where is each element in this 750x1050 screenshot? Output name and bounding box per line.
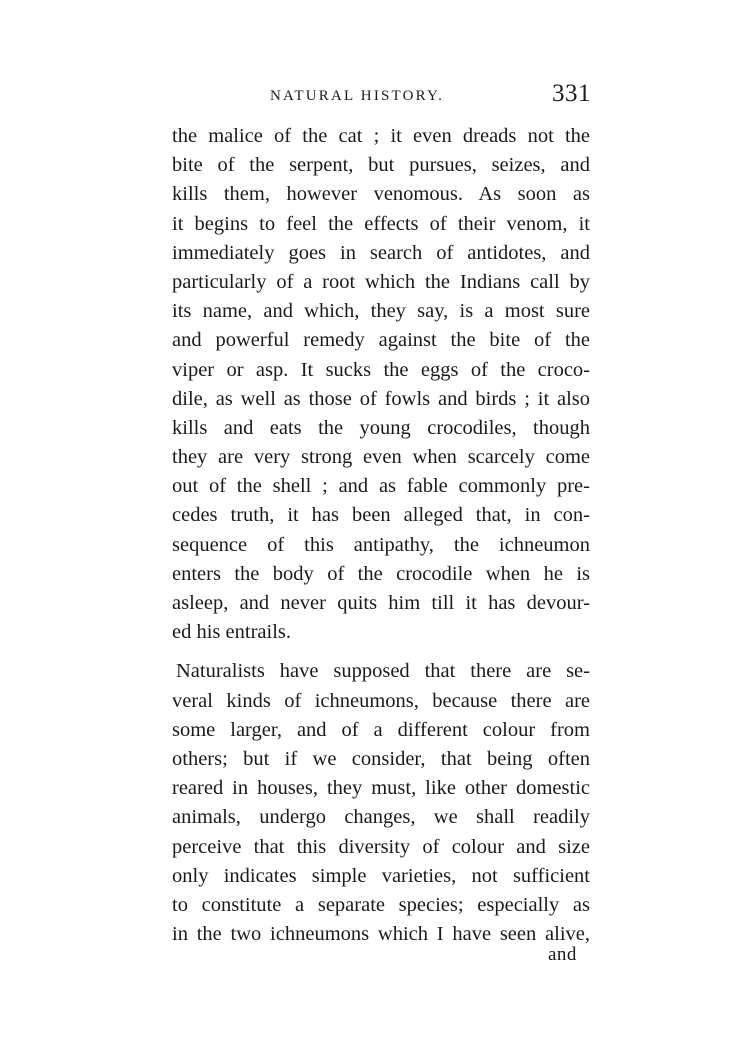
text-line: reared in houses, they must, like other domestic — [172, 777, 590, 800]
paragraph — [172, 657, 590, 949]
body-text — [172, 122, 590, 949]
text-line: dile, as well as those of fowls and birds ; it also — [172, 387, 590, 410]
text-line: particularly of a root which the Indians call by — [172, 270, 590, 293]
text-line: some larger, and of a different colour from — [172, 718, 590, 741]
text-line: and powerful remedy against the bite of the — [172, 329, 590, 352]
text-line: sequence of this antipathy, the ichneumon — [172, 533, 590, 556]
running-head — [172, 80, 592, 114]
text-line: it begins to feel the effects of their venom, it — [172, 212, 590, 235]
text-line: they are very strong even when scarcely come — [172, 446, 590, 469]
text-line: veral kinds of ichneumons, because there are — [172, 689, 590, 712]
text-line: asleep, and never quits him till it has devour- — [172, 592, 590, 614]
page-number: 331 — [552, 80, 591, 107]
paragraph — [172, 122, 590, 647]
text-line: ed his entrails. — [172, 621, 291, 644]
text-line: enters the body of the crocodile when he is — [172, 562, 590, 585]
text-line: in the two ichneumons which I have seen alive, — [172, 923, 590, 946]
text-line: immediately goes in search of antidotes, and — [172, 241, 590, 264]
text-line: cedes truth, it has been alleged that, in con- — [172, 504, 590, 527]
text-line: kills them, however venomous. As soon as — [172, 183, 590, 206]
text-line: perceive that this diversity of colour and size — [172, 835, 590, 858]
text-line: to constitute a separate species; especially as — [172, 893, 590, 916]
text-line: its name, and which, they say, is a most sure — [172, 300, 590, 323]
text-line: the malice of the cat ; it even dreads not the — [172, 125, 590, 147]
text-line: Naturalists have supposed that there are se- — [176, 660, 590, 683]
text-line: only indicates simple varieties, not sufficient — [172, 864, 590, 887]
text-line: animals, undergo changes, we shall readily — [172, 806, 590, 829]
text-line: out of the shell ; and as fable commonly pre- — [172, 475, 590, 498]
text-line: kills and eats the young crocodiles, though — [172, 416, 590, 439]
running-title: NATURAL HISTORY. — [270, 88, 445, 104]
text-line: viper or asp. It sucks the eggs of the croco- — [172, 358, 590, 381]
text-line: bite of the serpent, but pursues, seizes, and — [172, 154, 590, 177]
catchword: and — [548, 944, 577, 965]
text-line: others; but if we consider, that being often — [172, 747, 590, 770]
